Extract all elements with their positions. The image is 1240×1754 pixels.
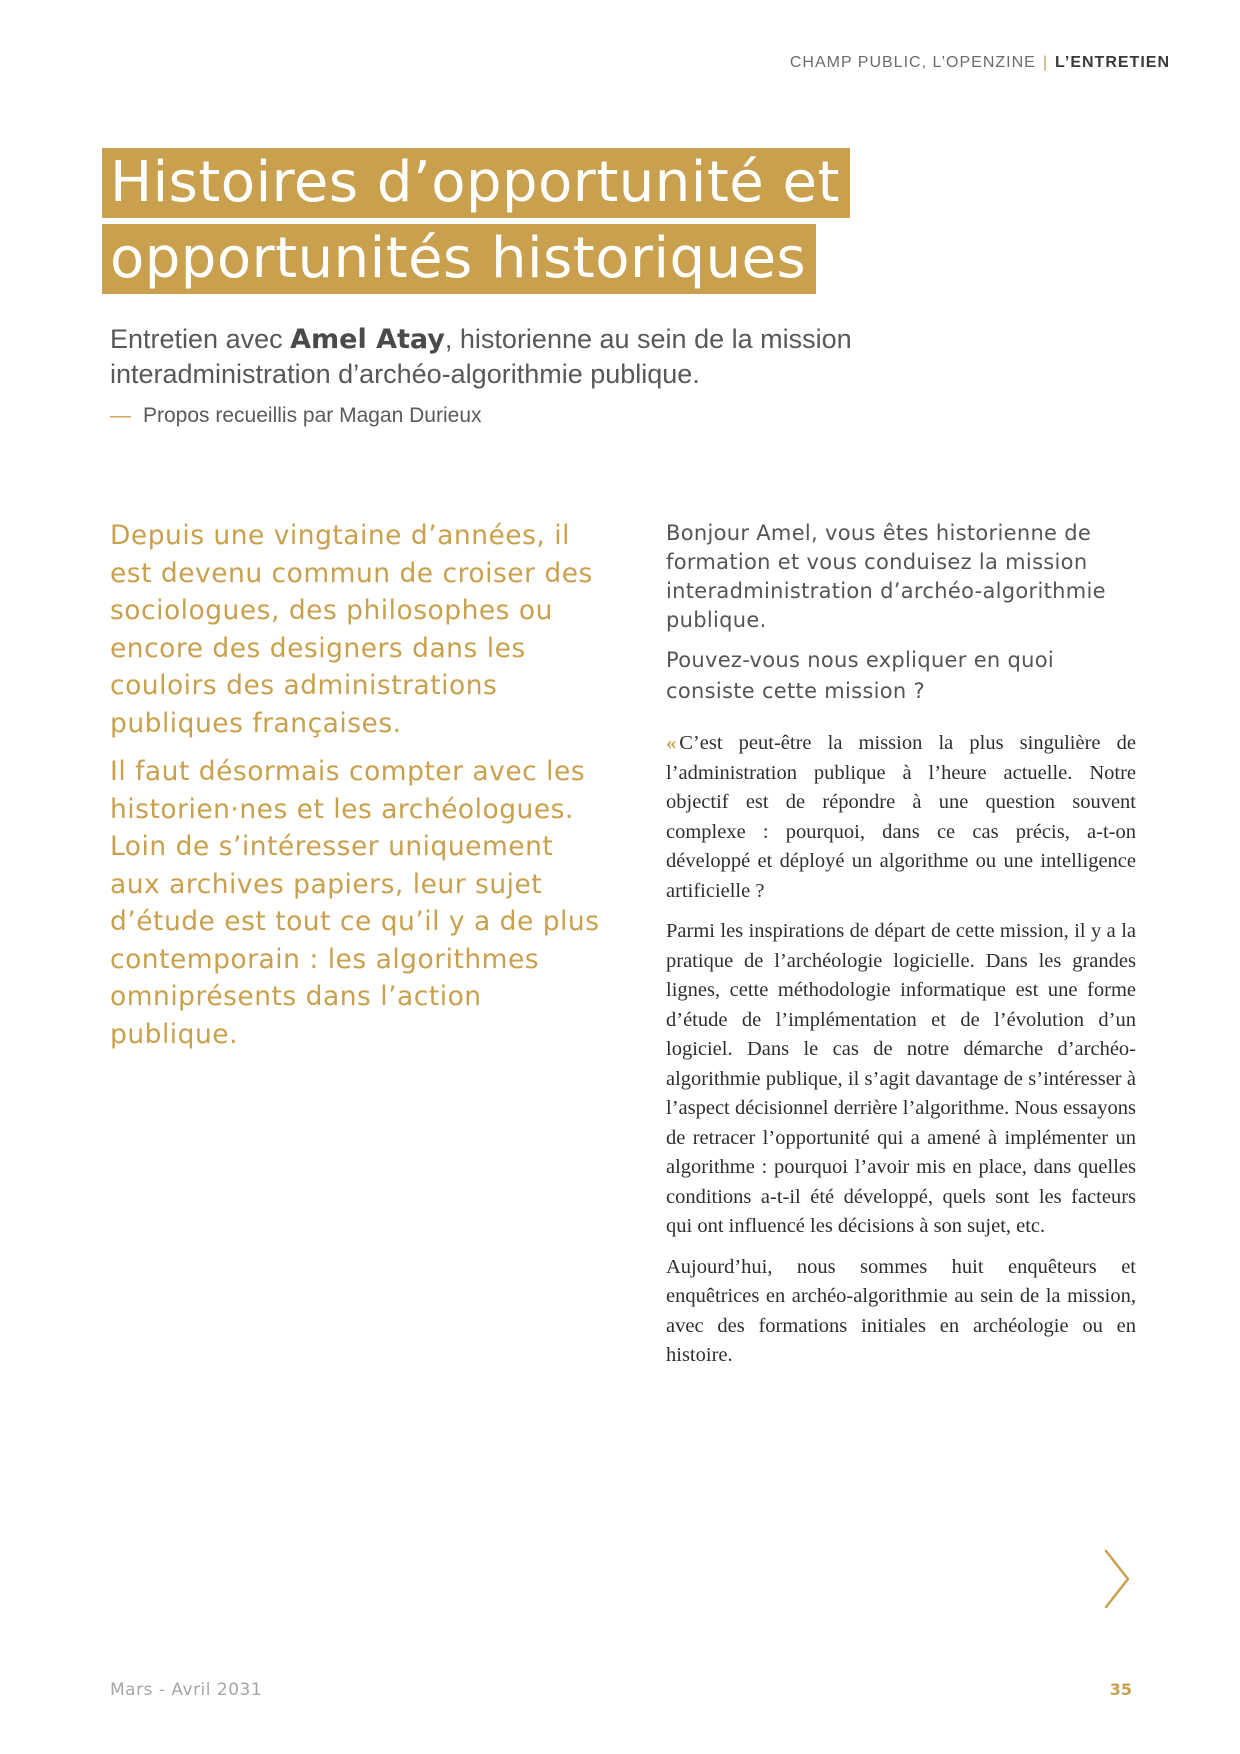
intro-suffix: , historienne au sein de la mission interadministration d’archéo-algorithmie publique. (110, 324, 852, 389)
publication-name: CHAMP PUBLIC, L’OPENZINE (789, 54, 1036, 71)
interview-column (666, 519, 1136, 1382)
byline-text: Propos recueillis par Magan Durieux (143, 404, 482, 427)
title-line-1: Histoires d’opportunité et (102, 148, 850, 218)
chevron-right-icon[interactable] (1102, 1548, 1132, 1610)
byline-dash: — (110, 404, 131, 427)
lead-paragraph-1: Depuis une vingtaine d’années, il est devenu commun de croiser des sociologues, des philosophes ou encore des designers dans les couloirs des administrations publiques françaises. (110, 520, 593, 739)
answer-paragraph-1 (666, 729, 1136, 906)
issue-date: Mars - Avril 2031 (110, 1680, 263, 1700)
intro-prefix: Entretien avec (110, 324, 291, 354)
lead-column (110, 517, 600, 1064)
section-name: L’ENTRETIEN (1054, 54, 1170, 71)
title-line-2: opportunités historiques (102, 224, 816, 294)
answer-paragraph-3: Aujourd’hui, nous sommes huit enquêteurs et enquêtrices en archéo-algorithmie au sein de la mission, avec des formations initiales en archéologie ou en histoire. (666, 1255, 1136, 1366)
answer-paragraph-2: Parmi les inspirations de départ de cette mission, il y a la pratique de l’archéologie logicielle. Dans les grandes lignes, cette méthodologie informatique est une forme d’étude de l’implémentation et de l’évolution d’un logiciel. Dans le cas de notre démarche d’archéo-algorithmie publique, il s’agit davantage de s’intéresser à l’aspect décisionnel derrière l’algorithme. Nous essayons de retracer l’opportunité qui a amené à implémenter un algorithme : pourquoi l’avoir mis en place, dans quelles conditions a-t-il été développé, quels sont les facteurs qui ont influencé les décisions à son sujet, etc. (666, 920, 1136, 1237)
quote-mark: « (666, 732, 677, 754)
answer (666, 729, 1136, 1371)
byline (110, 404, 482, 428)
page-number: 35 (1109, 1680, 1132, 1699)
header-separator: | (1042, 54, 1048, 71)
article-intro (110, 322, 1010, 392)
lead-paragraph-2: Il faut désormais compter avec les historien·nes et les archéologues. Loin de s’intéresser uniquement aux archives papiers, leur sujet d’étude est tout ce qu’il y a de plus contemporain : les algorithmes omniprésents dans l’action publique. (110, 756, 600, 1050)
running-header (790, 54, 1170, 72)
interviewee-name: Amel Atay (290, 324, 445, 355)
question-2: Pouvez-vous nous expliquer en quoi consiste cette mission ? (666, 648, 1055, 703)
article-title (102, 148, 850, 294)
answer-paragraph-1-text: C’est peut-être la mission la plus singulière de l’administration publique à l’heure actuelle. Notre objectif est de répondre à une question souvent complexe : pourquoi, dans ce cas précis, a-t-on développé et déployé un algorithme ou une intelligence artificielle ? (666, 732, 1136, 902)
question-1: Bonjour Amel, vous êtes historienne de formation et vous conduisez la mission interadministration d’archéo-algorithmie publique. (666, 521, 1106, 632)
